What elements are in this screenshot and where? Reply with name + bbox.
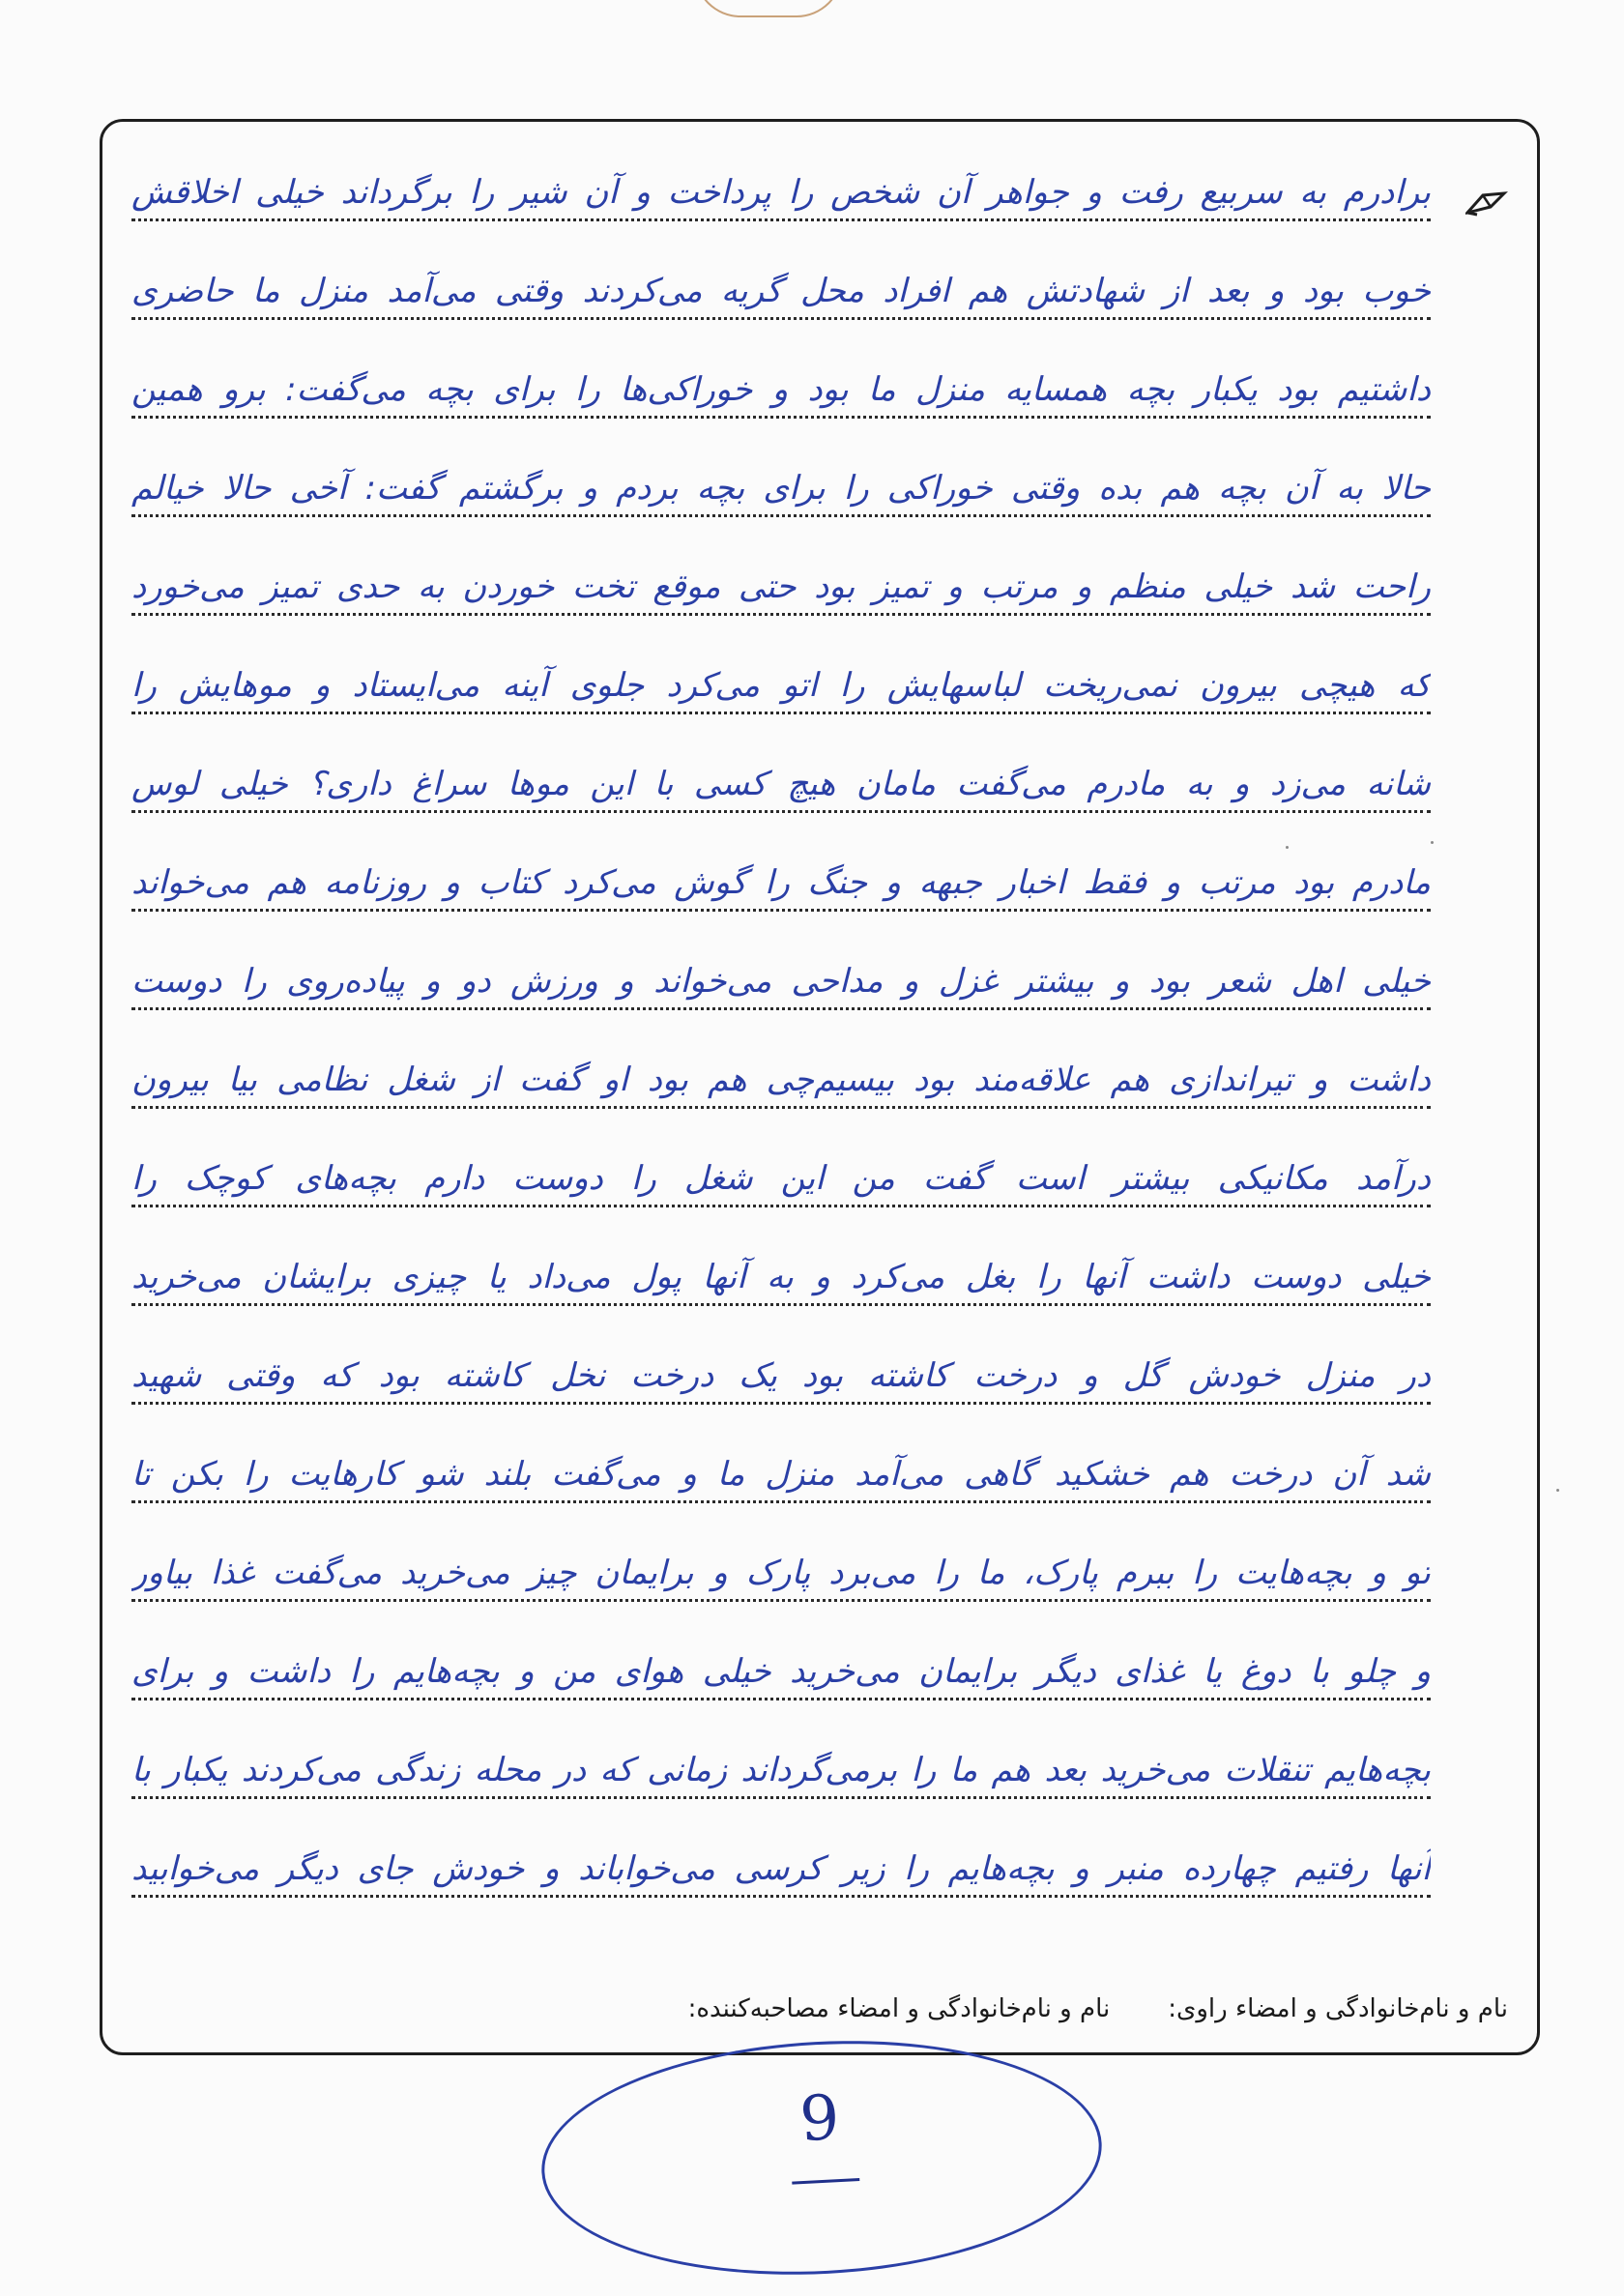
ruled-dotted-line [131, 1895, 1431, 1898]
ruled-dotted-line [131, 416, 1431, 419]
handwritten-line: که هیچی بیرون نمی‌ریخت لباسهایش را اتو می‌کرد جلوی آینه می‌ایستاد و موهایش را [131, 666, 1431, 705]
signature-narrator-label: نام و نام‌خانوادگی و امضاء راوی: [1168, 1994, 1508, 2023]
paper-speck [1431, 841, 1434, 844]
signature-row [131, 1985, 1508, 2033]
ruled-dotted-line [131, 613, 1431, 616]
paper-speck [1286, 846, 1289, 849]
handwritten-line: مادرم بود مرتب و فقط اخبار جبهه و جنگ را گوش می‌کرد کتاب و روزنامه هم می‌خواند [131, 863, 1431, 902]
ruled-dotted-line [131, 1796, 1431, 1799]
paper-speck [1556, 1489, 1559, 1492]
handwritten-line: خیلی اهل شعر بود و بیشتر غزل و مداحی می‌خواند و ورزش دو و پیاده‌روی را دوست [131, 962, 1431, 1001]
handwritten-line: در منزل خودش گل و درخت کاشته بود یک درخت نخل کاشته بود که وقتی شهید [131, 1356, 1431, 1395]
ruled-dotted-line [131, 1698, 1431, 1700]
handwritten-line: راحت شد خیلی منظم و مرتب و تمیز بود حتی موقع تخت خوردن به حدی تمیز می‌خورد [131, 567, 1431, 606]
handwritten-line: شد آن درخت هم خشکید گاهی می‌آمد منزل ما و می‌گفت بلند شو کارهایت را بکن تا [131, 1455, 1431, 1494]
ruled-dotted-line [131, 1303, 1431, 1306]
ruled-dotted-line [131, 1500, 1431, 1503]
ruled-dotted-line [131, 218, 1431, 221]
form-frame [100, 119, 1540, 2055]
handwritten-line: برادرم به سربیع رفت و جواهر آن شخص را پرداخت و آن شیر را برگرداند خیلی اخلاقش [131, 173, 1431, 212]
ruled-dotted-line [131, 317, 1431, 320]
ruled-dotted-line [131, 1599, 1431, 1602]
ruled-dotted-line [131, 712, 1431, 714]
ruled-dotted-line [131, 909, 1431, 912]
page-number-oval [536, 2027, 1108, 2288]
handwritten-line: تو و بچه‌هایت را ببرم پارک، ما را می‌برد پارک و برایمان چیز می‌خرید می‌گفت غذا بیاور [131, 1554, 1431, 1592]
handwritten-line: حالا به آن بچه هم بده وقتی خوراکی را برای بچه بردم و برگشتم گفت: آخی حالا خیالم [131, 469, 1431, 508]
top-paper-tab [694, 0, 843, 17]
handwritten-line: خیلی دوست داشت آنها را بغل می‌کرد و به آنها پول می‌داد یا چیزی برایشان می‌خرید [131, 1258, 1431, 1296]
handwritten-line: داشت و تیراندازی هم علاقه‌مند بود بیسیم‌چی هم بود او گفت از شغل نظامی بیا بیرون [131, 1061, 1431, 1099]
handwritten-lines [131, 122, 1431, 1901]
ruled-dotted-line [131, 810, 1431, 813]
ruled-dotted-line [131, 1402, 1431, 1405]
pen-nib-icon [1465, 189, 1508, 217]
handwritten-line: داشتیم بود یکبار بچه همسایه منزل ما بود و خوراکی‌ها را برای بچه می‌گفت: برو همین [131, 370, 1431, 409]
page-number: 9 [798, 2082, 842, 2157]
ruled-dotted-line [131, 514, 1431, 517]
handwritten-line: خوب بود و بعد از شهادتش هم افراد محل گریه می‌کردند وقتی می‌آمد منزل ما حاضری [131, 272, 1431, 310]
handwritten-line: و چلو با دوغ یا غذای دیگر برایمان می‌خرید خیلی هوای من و بچه‌هایم را داشت و برای [131, 1652, 1431, 1691]
handwritten-line: آنها رفتیم چهارده منبر و بچه‌هایم را زیر کرسی می‌خواباند و خودش جای دیگر می‌خوابید [131, 1849, 1431, 1888]
ruled-dotted-line [131, 1106, 1431, 1109]
signature-interviewer-label: نام و نام‌خانوادگی و امضاء مصاحبه‌کننده: [687, 1994, 1111, 2023]
ruled-dotted-line [131, 1007, 1431, 1010]
ruled-dotted-line [131, 1205, 1431, 1207]
handwritten-line: شانه می‌زد و به مادرم می‌گفت مامان هیچ کسی با این موها سراغ داری؟ خیلی لوس [131, 765, 1431, 803]
handwritten-line: درآمد مکانیکی بیشتر است گفت من این شغل را دوست دارم بچه‌های کوچک را [131, 1159, 1431, 1198]
page-number-underline [792, 2178, 859, 2185]
handwritten-line: بچه‌هایم تنقلات می‌خرید بعد هم ما را برمی‌گرداند زمانی که در محله زندگی می‌کردند یکبار با [131, 1751, 1431, 1789]
